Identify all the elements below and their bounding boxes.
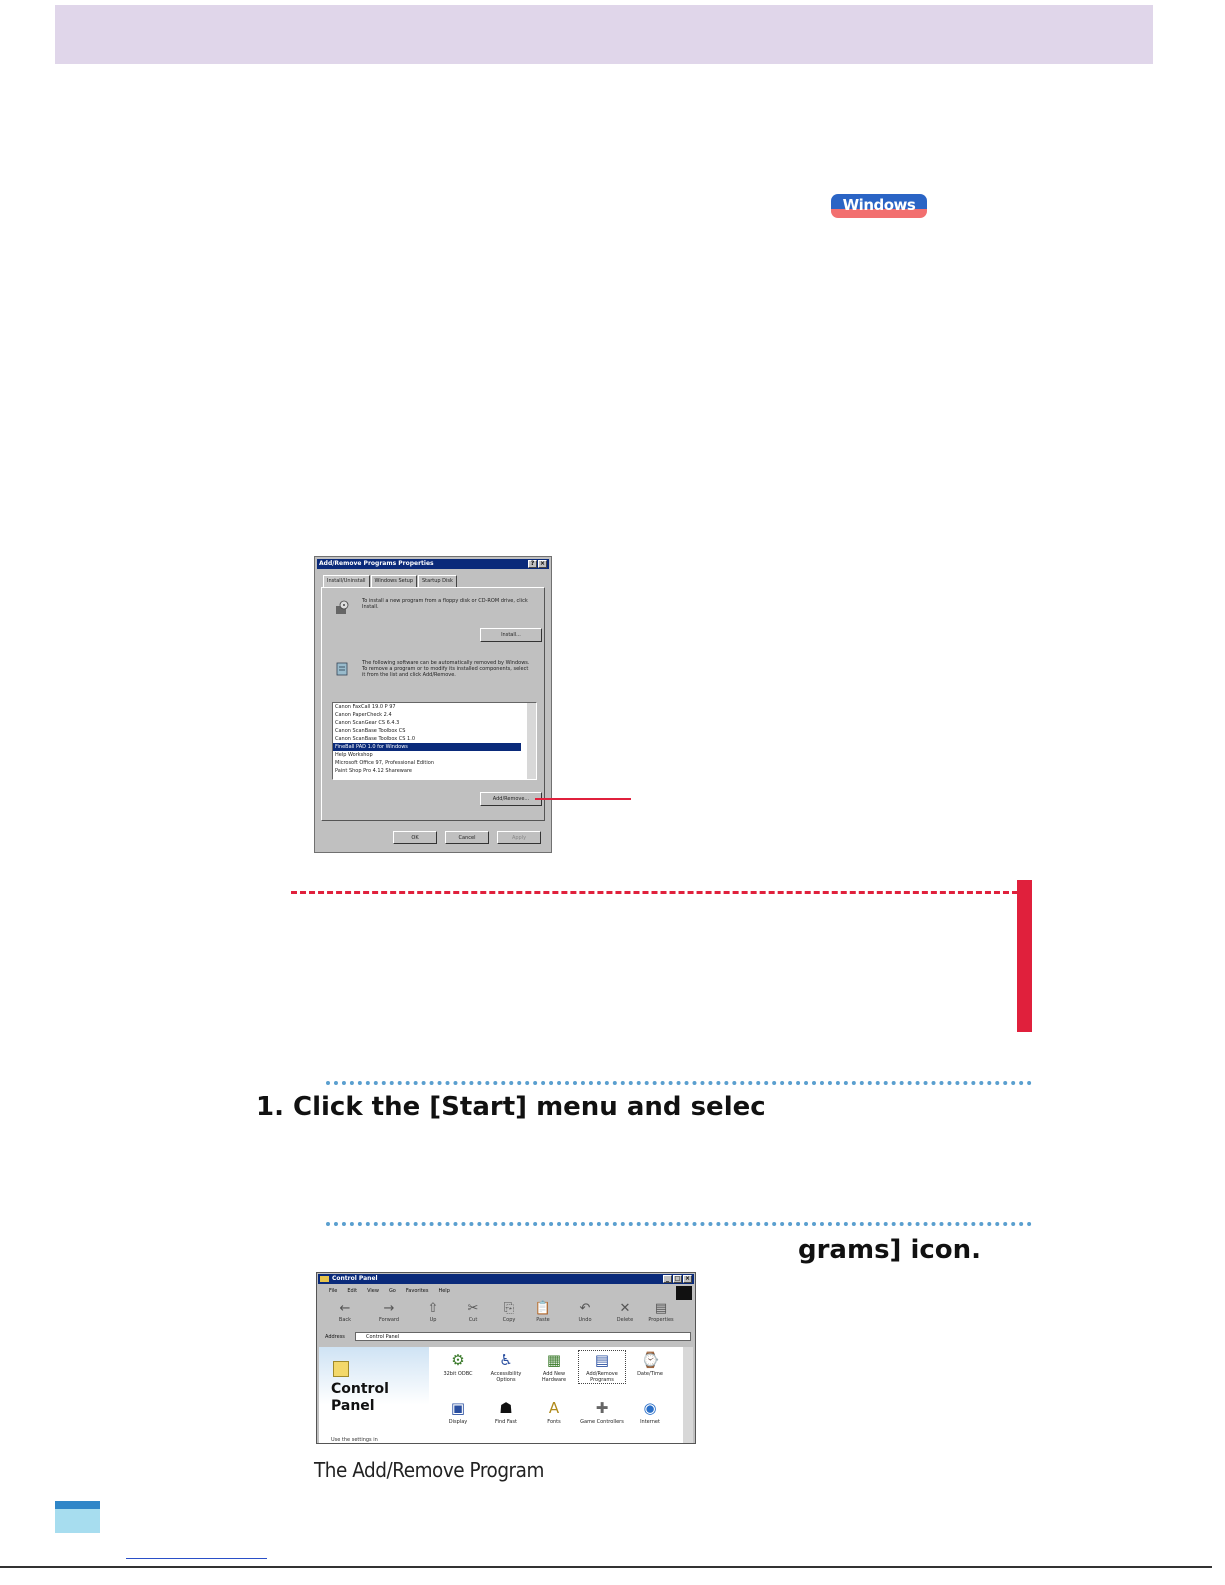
footer-link-underline bbox=[126, 1558, 267, 1559]
page-number-tab bbox=[55, 1501, 100, 1533]
list-item[interactable]: Help Workshop bbox=[335, 752, 373, 758]
copy-icon: ⎘ bbox=[503, 1301, 515, 1316]
recycle-icon bbox=[334, 660, 350, 676]
forward-icon: → bbox=[383, 1301, 395, 1316]
note-red-bar bbox=[1017, 880, 1032, 1032]
up-button[interactable]: ⇧ Up bbox=[419, 1301, 447, 1323]
step-1-text: 1. Click the [Start] menu and selec bbox=[256, 1092, 766, 1122]
install-instructions: To install a new program from a floppy disk or CD-ROM drive, click Install. bbox=[362, 598, 528, 610]
odbc-icon: ⚙ bbox=[451, 1351, 465, 1369]
find-fast-item[interactable]: ☗ Find Fast bbox=[495, 1399, 517, 1425]
windows-logo-icon bbox=[676, 1286, 692, 1300]
delete-button[interactable]: ✕ Delete bbox=[611, 1301, 639, 1323]
help-button[interactable]: ? bbox=[528, 560, 537, 568]
sidebar-title: Control Panel bbox=[331, 1381, 389, 1414]
tab-startup-disk[interactable]: Startup Disk bbox=[418, 575, 457, 587]
header-band bbox=[55, 5, 1153, 64]
tab-panel bbox=[321, 587, 545, 821]
menu-edit[interactable]: Edit bbox=[347, 1288, 358, 1294]
cp-titlebar bbox=[318, 1274, 694, 1284]
add-remove-dialog-screenshot bbox=[314, 556, 552, 853]
menu-favorites[interactable]: Favorites bbox=[405, 1288, 429, 1294]
up-icon: ⇧ bbox=[427, 1301, 439, 1316]
figure-caption: The Add/Remove Program bbox=[314, 1458, 544, 1482]
menu-go[interactable]: Go bbox=[388, 1288, 396, 1294]
control-panel-screenshot bbox=[316, 1272, 696, 1444]
step1-dotted-rule bbox=[326, 1081, 1032, 1085]
apply-button[interactable]: Apply bbox=[497, 831, 541, 844]
display-item[interactable]: ▣ Display bbox=[448, 1399, 468, 1425]
cp-sidebar bbox=[319, 1347, 429, 1443]
properties-button[interactable]: ▤ Properties bbox=[648, 1301, 674, 1323]
list-item-selected[interactable]: FineBall PAD 1.0 for Windows bbox=[333, 743, 521, 751]
display-icon: ▣ bbox=[450, 1399, 466, 1417]
paste-icon: 📋 bbox=[534, 1301, 552, 1316]
odbc-item[interactable]: ⚙ 32bit ODBC bbox=[443, 1351, 473, 1377]
install-icon bbox=[334, 600, 350, 616]
remove-instructions: The following software can be automatically removed by Windows. To remove a program or to modify its installed components, select it from the list and click Add/Remove. bbox=[362, 660, 530, 678]
list-item[interactable]: Canon ScanBase Toolbox CS 1.0 bbox=[335, 736, 416, 742]
undo-icon: ↶ bbox=[579, 1301, 591, 1316]
globe-icon: ◉ bbox=[643, 1399, 657, 1417]
callout-line bbox=[535, 798, 631, 800]
minimize-button[interactable]: _ bbox=[663, 1275, 672, 1283]
dialog-title: Add/Remove Programs Properties bbox=[319, 560, 434, 567]
delete-icon: ✕ bbox=[619, 1301, 631, 1316]
folder-icon bbox=[320, 1276, 329, 1282]
control-panel-icon bbox=[333, 1361, 349, 1377]
list-scrollbar[interactable] bbox=[527, 703, 536, 779]
accessibility-icon: ♿ bbox=[499, 1351, 513, 1369]
joystick-icon: ✚ bbox=[595, 1399, 609, 1417]
dialog-titlebar bbox=[317, 559, 549, 569]
back-button[interactable]: ← Back bbox=[331, 1301, 359, 1323]
maximize-button[interactable]: □ bbox=[674, 1275, 681, 1282]
scissors-icon: ✂ bbox=[467, 1301, 479, 1316]
date-time-item[interactable]: ⌚ Date/Time bbox=[637, 1351, 663, 1377]
add-hardware-item[interactable]: ▦ Add New Hardware bbox=[541, 1351, 567, 1383]
forward-button[interactable]: → Forward bbox=[375, 1301, 403, 1323]
address-bar bbox=[319, 1331, 693, 1343]
menu-help[interactable]: Help bbox=[438, 1288, 450, 1294]
list-item[interactable]: Paint Shop Pro 4.12 Shareware bbox=[335, 768, 412, 774]
properties-icon: ▤ bbox=[654, 1301, 668, 1316]
cancel-button[interactable]: Cancel bbox=[445, 831, 489, 844]
list-item[interactable]: Canon ScanGear CS 6.4.3 bbox=[335, 720, 400, 726]
add-remove-programs-icon: ▤ bbox=[594, 1351, 610, 1369]
cp-scrollbar[interactable] bbox=[683, 1347, 693, 1443]
program-list[interactable] bbox=[332, 702, 537, 780]
list-item[interactable]: Canon PaperCheck 2.4 bbox=[335, 712, 392, 718]
accessibility-item[interactable]: ♿ Accessibility Options bbox=[490, 1351, 522, 1383]
tab-windows-setup[interactable]: Windows Setup bbox=[371, 575, 417, 587]
list-item[interactable]: Canon ScanBase Toolbox CS bbox=[335, 728, 406, 734]
close-button[interactable]: × bbox=[539, 560, 546, 567]
tab-install-uninstall[interactable]: Install/Uninstall bbox=[323, 575, 370, 587]
dialog-tabs bbox=[323, 575, 458, 587]
menu-file[interactable]: File bbox=[329, 1288, 338, 1294]
cp-content bbox=[319, 1347, 693, 1443]
step-2-text: grams] icon. bbox=[798, 1235, 982, 1265]
back-icon: ← bbox=[339, 1301, 351, 1316]
ok-button[interactable]: OK bbox=[393, 831, 437, 844]
cut-button[interactable]: ✂ Cut bbox=[459, 1301, 487, 1323]
cp-menubar bbox=[319, 1286, 675, 1296]
clock-icon: ⌚ bbox=[641, 1351, 660, 1369]
add-remove-programs-item[interactable]: ▤ Add/Remove Programs bbox=[579, 1351, 625, 1383]
copy-button[interactable]: ⎘ Copy bbox=[495, 1301, 523, 1323]
list-item[interactable]: Canon FaxCall 19.0 P 97 bbox=[335, 704, 396, 710]
cp-title: Control Panel bbox=[332, 1275, 378, 1282]
install-button[interactable]: Install... bbox=[480, 628, 542, 642]
cp-toolbar bbox=[319, 1301, 693, 1327]
menu-view[interactable]: View bbox=[367, 1288, 379, 1294]
step2-dotted-rule bbox=[326, 1222, 1032, 1226]
footer-rule bbox=[0, 1566, 1212, 1568]
game-controllers-item[interactable]: ✚ Game Controllers bbox=[580, 1399, 624, 1425]
note-dashed-border bbox=[291, 891, 1018, 894]
address-field[interactable]: Control Panel bbox=[355, 1332, 691, 1341]
add-remove-button[interactable]: Add/Remove... bbox=[480, 792, 542, 806]
windows-badge: Windows bbox=[831, 194, 927, 218]
close-button[interactable]: × bbox=[684, 1275, 691, 1282]
undo-button[interactable]: ↶ Undo bbox=[571, 1301, 599, 1323]
list-item[interactable]: Microsoft Office 97, Professional Edition bbox=[335, 760, 435, 766]
fonts-icon: A bbox=[548, 1399, 560, 1417]
sidebar-subtext: Use the settings in bbox=[331, 1437, 378, 1443]
internet-item[interactable]: ◉ Internet bbox=[640, 1399, 660, 1425]
binoculars-icon: ☗ bbox=[499, 1399, 513, 1417]
hardware-icon: ▦ bbox=[546, 1351, 562, 1369]
paste-button[interactable]: 📋 Paste bbox=[529, 1301, 557, 1323]
fonts-item[interactable]: A Fonts bbox=[531, 1399, 577, 1425]
address-label: Address bbox=[325, 1334, 345, 1340]
